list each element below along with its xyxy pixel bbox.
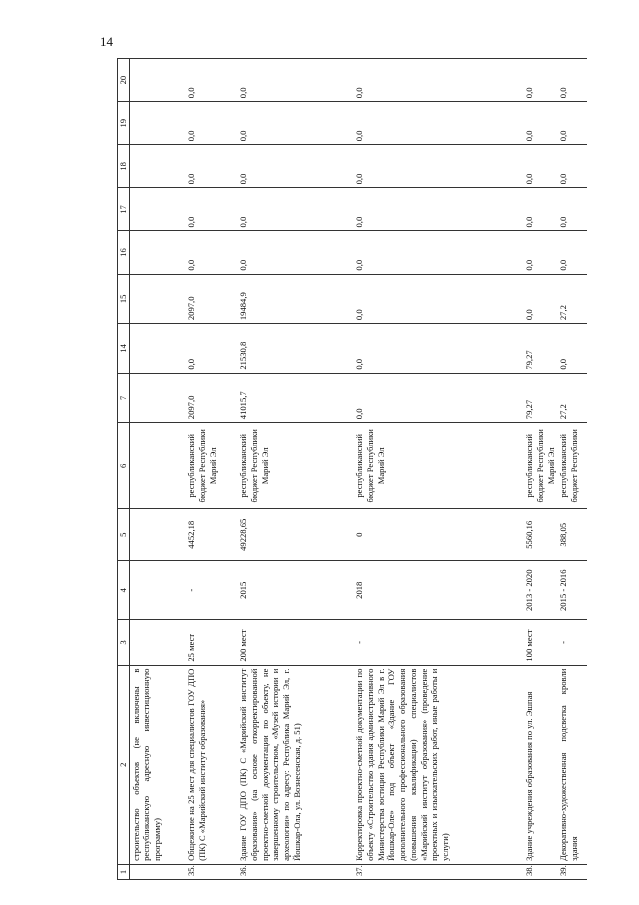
funding-source: республиканский бюджет Республики Марий Эл [237,423,353,509]
value-col-17: 0,0 [185,188,237,231]
value-col-19: 0,0 [353,102,523,145]
table-row [353,59,523,880]
value-col-14 [129,324,185,374]
period [129,561,185,620]
capacity: 100 мест [523,620,557,665]
value-col-14: 79,27 [523,324,557,374]
estimated-cost: 388,05 [557,509,587,561]
value-col-15: 0,0 [353,274,523,324]
value-col-18: 0,0 [523,145,557,188]
value-col-14: 0,0 [185,324,237,374]
value-col-16: 0,0 [523,231,557,274]
object-name: Здание ГОУ ДПО (ПК) С «Марийский институт образования» (на основе откорректированной проектно-сметной документации по объекту, не завершенному строительством, «Музей истории и археологии» по адресу: Республика Марий Эл, г. Йошкар-Ола, ул. Вознесенская, д. 51) [237,665,353,864]
page-number: 14 [100,34,113,49]
estimated-cost: 0 [353,509,523,561]
value-col-20: 0,0 [557,59,587,102]
value-col-20: 0,0 [353,59,523,102]
period: - [185,561,237,620]
header-cell: 5 [118,509,130,561]
period: 2015 - 2016 [557,561,587,620]
estimated-cost [129,509,185,561]
value-col-7: 27,2 [557,373,587,423]
value-col-16: 0,0 [557,231,587,274]
value-col-16: 0,0 [353,231,523,274]
header-cell: 19 [118,102,130,145]
period: 2015 [237,561,353,620]
value-col-14: 21530,8 [237,324,353,374]
header-row [118,59,130,880]
table-row [557,59,587,880]
value-col-7: 2097,0 [185,373,237,423]
rotated-table-container [117,58,580,880]
estimated-cost: 49228,65 [237,509,353,561]
capacity: 200 мест [237,620,353,665]
header-cell: 2 [118,665,130,864]
value-col-18: 0,0 [353,145,523,188]
value-col-20: 0,0 [185,59,237,102]
value-col-7: 0,0 [353,373,523,423]
header-cell: 3 [118,620,130,665]
value-col-18: 0,0 [237,145,353,188]
row-number: 37. [353,864,523,879]
value-col-15: 27,2 [557,274,587,324]
row-number: 35. [185,864,237,879]
funding-source: республиканский бюджет Республики Марий Эл [353,423,523,509]
value-col-17: 0,0 [237,188,353,231]
value-col-18: 0,0 [557,145,587,188]
table-row [185,59,237,880]
value-col-19: 0,0 [185,102,237,145]
value-col-17: 0,0 [523,188,557,231]
estimated-cost: 5560,16 [523,509,557,561]
value-col-7: 79,27 [523,373,557,423]
value-col-20: 0,0 [237,59,353,102]
header-cell: 20 [118,59,130,102]
value-col-17 [129,188,185,231]
value-col-16 [129,231,185,274]
table-row [237,59,353,880]
value-col-15: 19484,9 [237,274,353,324]
capacity: - [557,620,587,665]
row-number: 39. [557,864,587,879]
object-name: строительство объектов (не включены в республиканскую адресную инвестиционную программу) [129,665,185,864]
value-col-19: 0,0 [557,102,587,145]
header-cell: 7 [118,373,130,423]
value-col-17: 0,0 [353,188,523,231]
period: 2018 [353,561,523,620]
row-number: 38. [523,864,557,879]
row-number [129,864,185,879]
estimated-cost: 4452,18 [185,509,237,561]
row-number: 36. [237,864,353,879]
object-name: Декоративно-художественная подсветка кровли здания [557,665,587,864]
value-col-20: 0,0 [523,59,557,102]
capacity [129,620,185,665]
capacity: - [353,620,523,665]
value-col-7: 41015,7 [237,373,353,423]
value-col-14: 0,0 [353,324,523,374]
header-cell: 1 [118,864,130,879]
value-col-18: 0,0 [185,145,237,188]
object-name: Общежитие на 25 мест для специалистов ГОУ ДПО (ПК) С «Марийский институт образования» [185,665,237,864]
value-col-14: 0,0 [557,324,587,374]
table-row [523,59,557,880]
value-col-16: 0,0 [185,231,237,274]
value-col-17: 0,0 [557,188,587,231]
value-col-15: 0,0 [523,274,557,324]
value-col-15 [129,274,185,324]
table-row [129,59,185,880]
value-col-18 [129,145,185,188]
investment-table [117,58,587,880]
object-name: Корректировка проектно-сметной документации по объекту «Строительство здания административного Министерства юстиции Республики Марий Эл в г. Йошкар-Оле» под объект «Здание ГОУ дополнительного профессионального образования (повышения квалификации) специалистов «Марийский институт образования» (проведение проектных и изыскательских работ, иные работы и услуги) [353,665,523,864]
value-col-15: 2097,0 [185,274,237,324]
header-cell: 6 [118,423,130,509]
funding-source: республиканский бюджет Республики Марий Эл [185,423,237,509]
value-col-16: 0,0 [237,231,353,274]
funding-source: республиканский бюджет Республики [557,423,587,509]
capacity: 25 мест [185,620,237,665]
object-name: Здание учреждения образования по ул. Эшпая [523,665,557,864]
value-col-19: 0,0 [237,102,353,145]
value-col-19: 0,0 [523,102,557,145]
funding-source [129,423,185,509]
period: 2013 - 2020 [523,561,557,620]
header-cell: 14 [118,324,130,374]
value-col-20 [129,59,185,102]
header-cell: 15 [118,274,130,324]
header-cell: 18 [118,145,130,188]
value-col-7 [129,373,185,423]
funding-source: республиканский бюджет Республики Марий Эл [523,423,557,509]
value-col-19 [129,102,185,145]
header-cell: 16 [118,231,130,274]
header-cell: 4 [118,561,130,620]
header-cell: 17 [118,188,130,231]
